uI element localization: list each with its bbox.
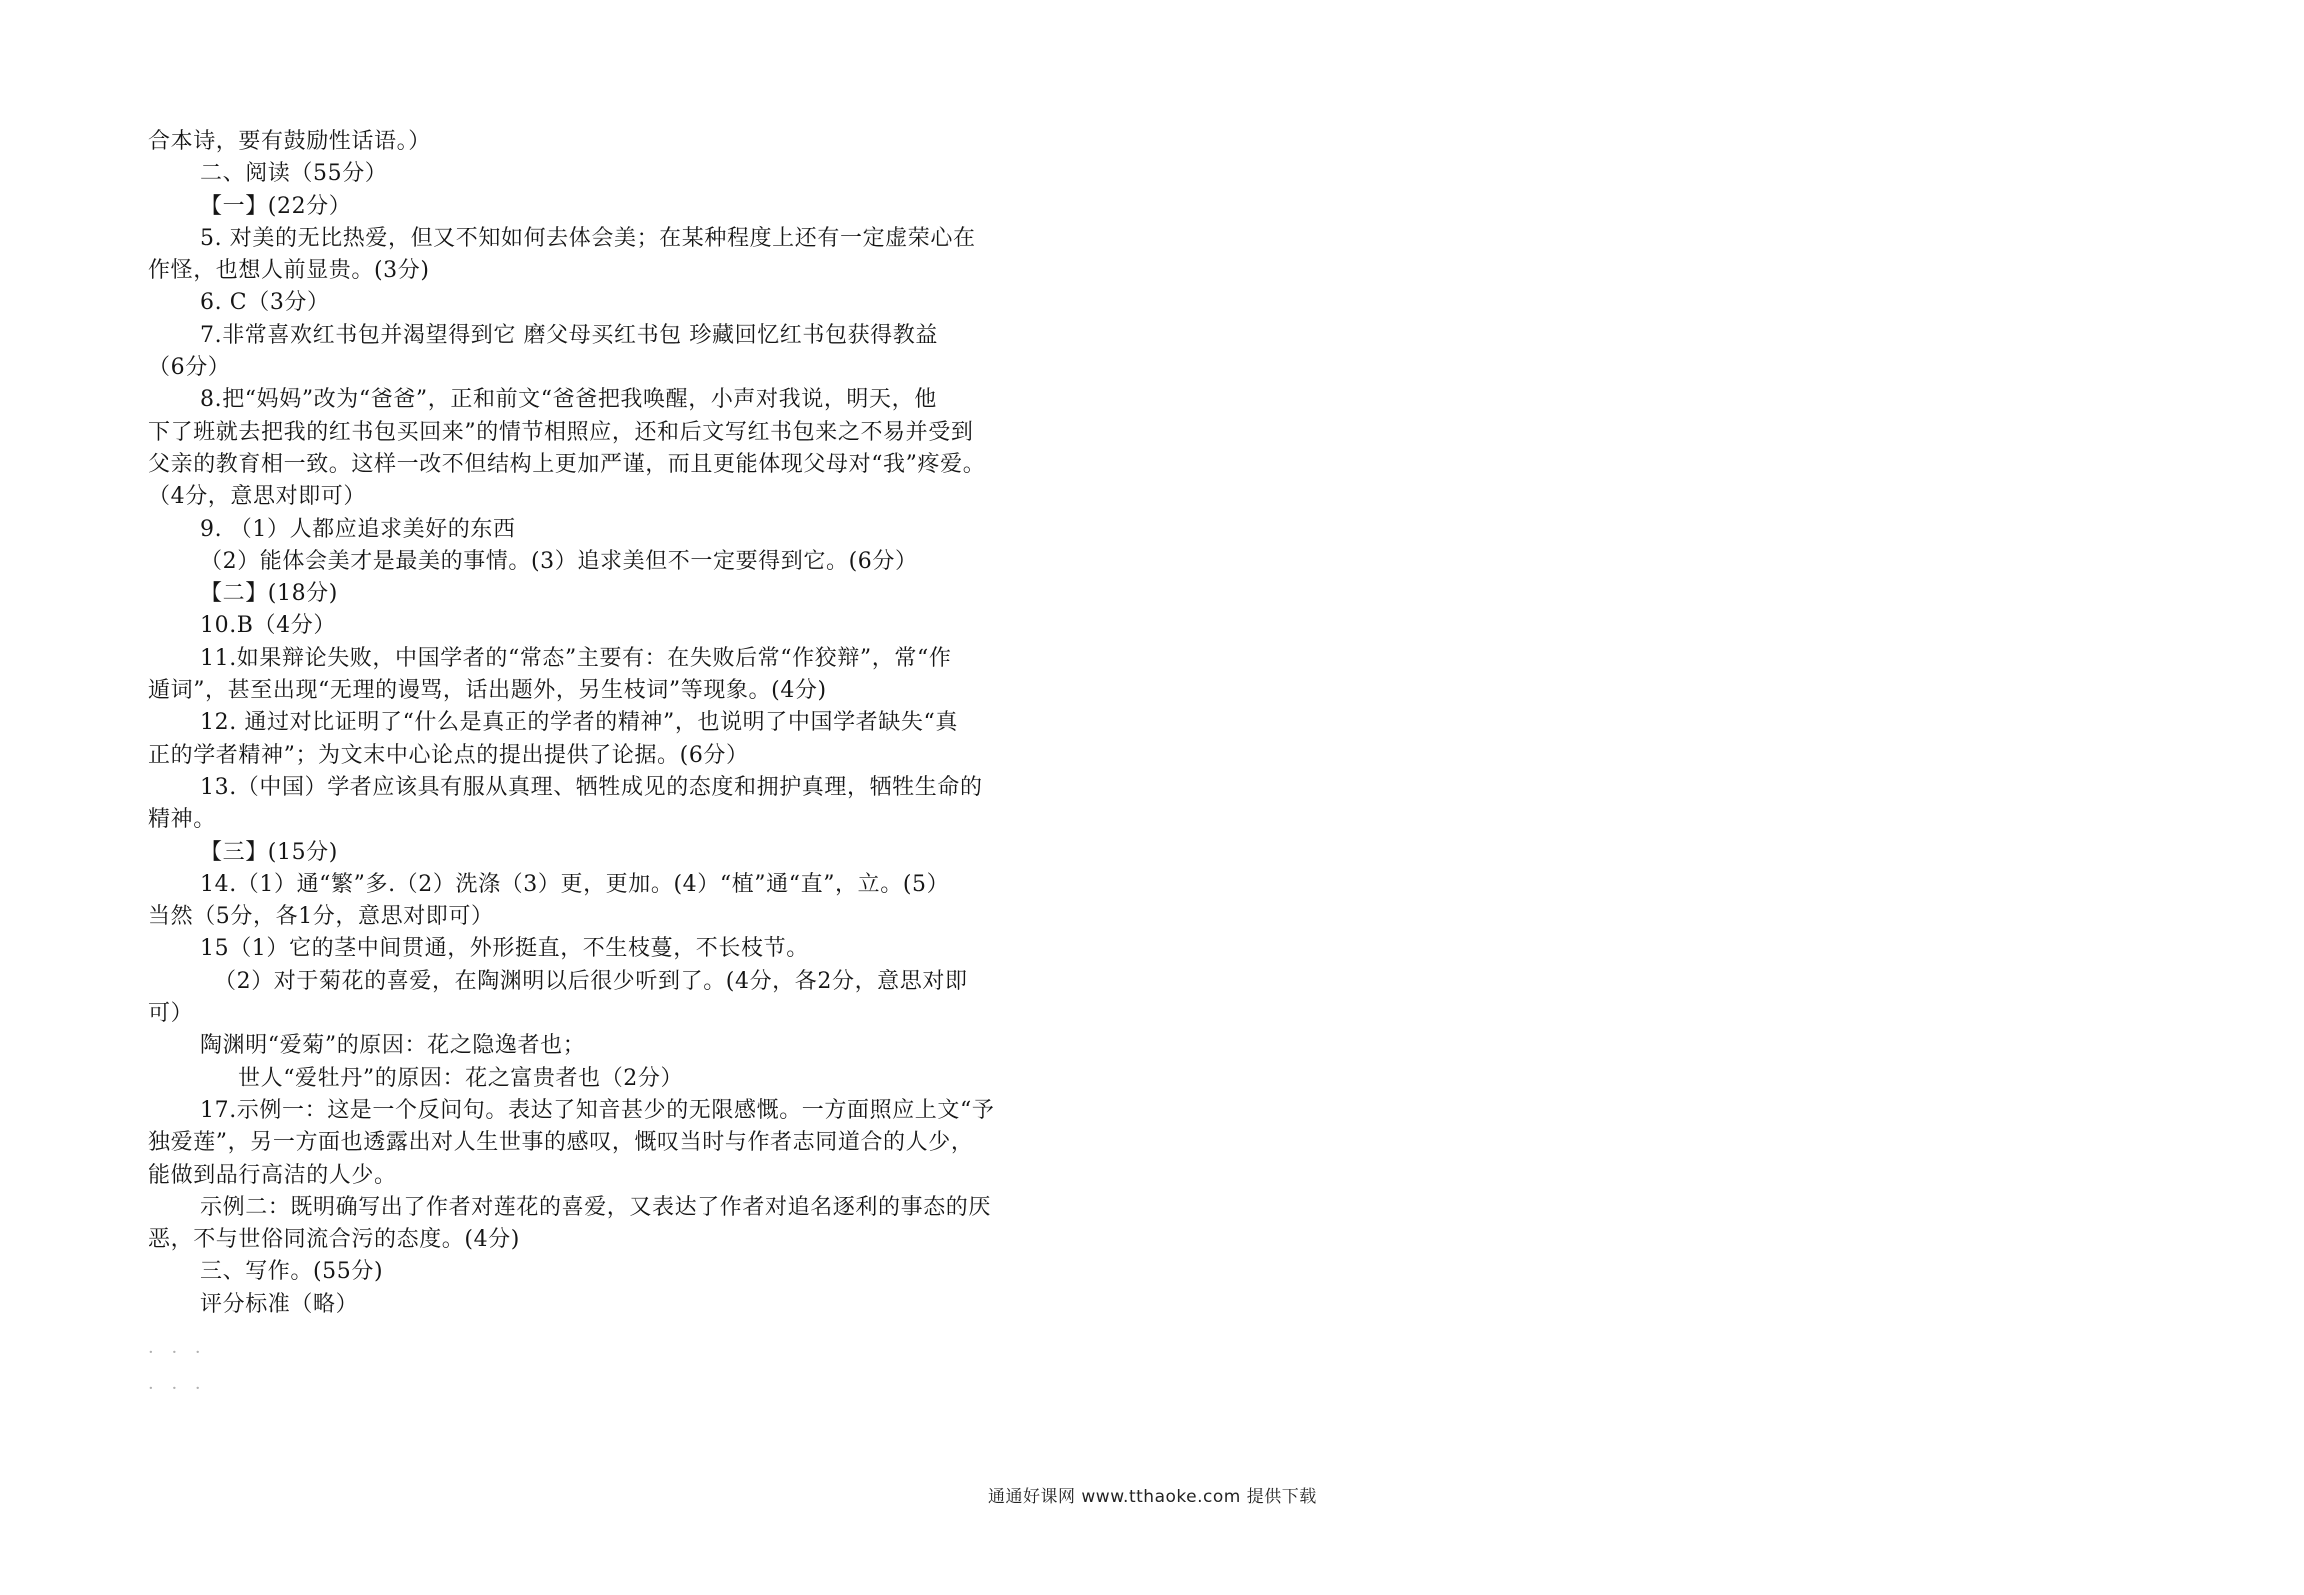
text-line: （2）对于菊花的喜爱，在陶渊明以后很少听到了。(4分，各2分，意思对即 xyxy=(214,968,968,994)
answer-17-example-2: 示例二：既明确写出了作者对莲花的喜爱，又表达了作者对追名逐利的事态的厌 xyxy=(200,1194,992,1220)
answer-9: 9. （1）人都应追求美好的东西 xyxy=(200,516,516,542)
answer-16-part-2: 世人“爱牡丹”的原因：花之富贵者也（2分） xyxy=(238,1065,684,1091)
answer-16-part-1: 陶渊明“爱菊”的原因：花之隐逸者也； xyxy=(200,1033,586,1059)
section-heading-reading: 二、阅读（55分） xyxy=(200,161,388,187)
text-line: 合本诗，要有鼓励性话语。） xyxy=(148,129,431,154)
text-line: （4分，意思对即可） xyxy=(148,484,366,510)
text-line: 恶，不与世俗同流合污的态度。(4分) xyxy=(148,1227,520,1253)
text-line: 父亲的教育相一致。这样一改不但结构上更加严谨，而且更能体现父母对“我”疼爱。 xyxy=(148,451,986,477)
answer-text-column xyxy=(148,126,1088,1321)
grading-standard: 评分标准（略） xyxy=(200,1291,359,1317)
scan-artifact-dots: · · · xyxy=(148,1378,207,1399)
text-line: （6分） xyxy=(148,355,231,381)
footer-source-note: 通通好课网 www.tthaoke.com 提供下载 xyxy=(988,1487,1317,1507)
answer-7: 7.非常喜欢红书包并渴望得到它 磨父母买红书包 珍藏回忆红书包获得教益 xyxy=(200,322,938,348)
text-line: 正的学者精神”；为文末中心论点的提出提供了论据。(6分） xyxy=(148,742,749,768)
text-line: 可） xyxy=(148,1001,194,1027)
section-heading-writing: 三、写作。(55分) xyxy=(200,1259,384,1285)
answer-15: 15（1）它的茎中间贯通，外形挺直，不生枝蔓，不长枝节。 xyxy=(200,936,809,962)
answer-14: 14.（1）通“繁”多.（2）洗涤（3）更，更加。(4）“植”通“直”，立。(5） xyxy=(200,871,950,897)
text-line: 遁词”，甚至出现“无理的谩骂，话出题外，另生枝词”等现象。(4分) xyxy=(148,678,827,704)
part-heading-one: 【一】(22分） xyxy=(200,193,352,219)
text-line: 精神。 xyxy=(148,807,216,833)
text-line: 能做到品行高洁的人少。 xyxy=(148,1162,397,1188)
part-heading-three: 【三】(15分) xyxy=(200,839,338,865)
answer-12: 12. 通过对比证明了“什么是真正的学者的精神”，也说明了中国学者缺失“真 xyxy=(200,710,958,736)
answer-10: 10.B（4分） xyxy=(200,613,336,639)
answer-17: 17.示例一：这是一个反问句。表达了知音甚少的无限感慨。一方面照应上文“予 xyxy=(200,1097,995,1123)
text-line: （2）能体会美才是最美的事情。(3）追求美但不一定要得到它。(6分） xyxy=(200,548,918,574)
answer-8: 8.把“妈妈”改为“爸爸”，正和前文“爸爸把我唤醒，小声对我说，明天，他 xyxy=(200,387,937,413)
text-line: 当然（5分，各1分，意思对即可） xyxy=(148,904,494,930)
text-line: 作怪，也想人前显贵。(3分) xyxy=(148,258,430,284)
text-line: 下了班就去把我的红书包买回来”的情节相照应，还和后文写红书包来之不易并受到 xyxy=(148,419,974,445)
text-line: 独爱莲”，另一方面也透露出对人生世事的感叹，慨叹当时与作者志同道合的人少， xyxy=(148,1130,974,1156)
answer-6: 6. C（3分） xyxy=(200,290,330,316)
answer-5: 5. 对美的无比热爱，但又不知如何去体会美；在某种程度上还有一定虚荣心在 xyxy=(200,225,976,251)
part-heading-two: 【二】(18分) xyxy=(200,581,338,607)
scan-artifact-dots: · · · xyxy=(148,1342,207,1363)
answer-13: 13.（中国）学者应该具有服从真理、牺牲成见的态度和拥护真理，牺牲生命的 xyxy=(200,774,983,800)
answer-11: 11.如果辩论失败，中国学者的“常态”主要有：在失败后常“作狡辩”，常“作 xyxy=(200,645,952,671)
